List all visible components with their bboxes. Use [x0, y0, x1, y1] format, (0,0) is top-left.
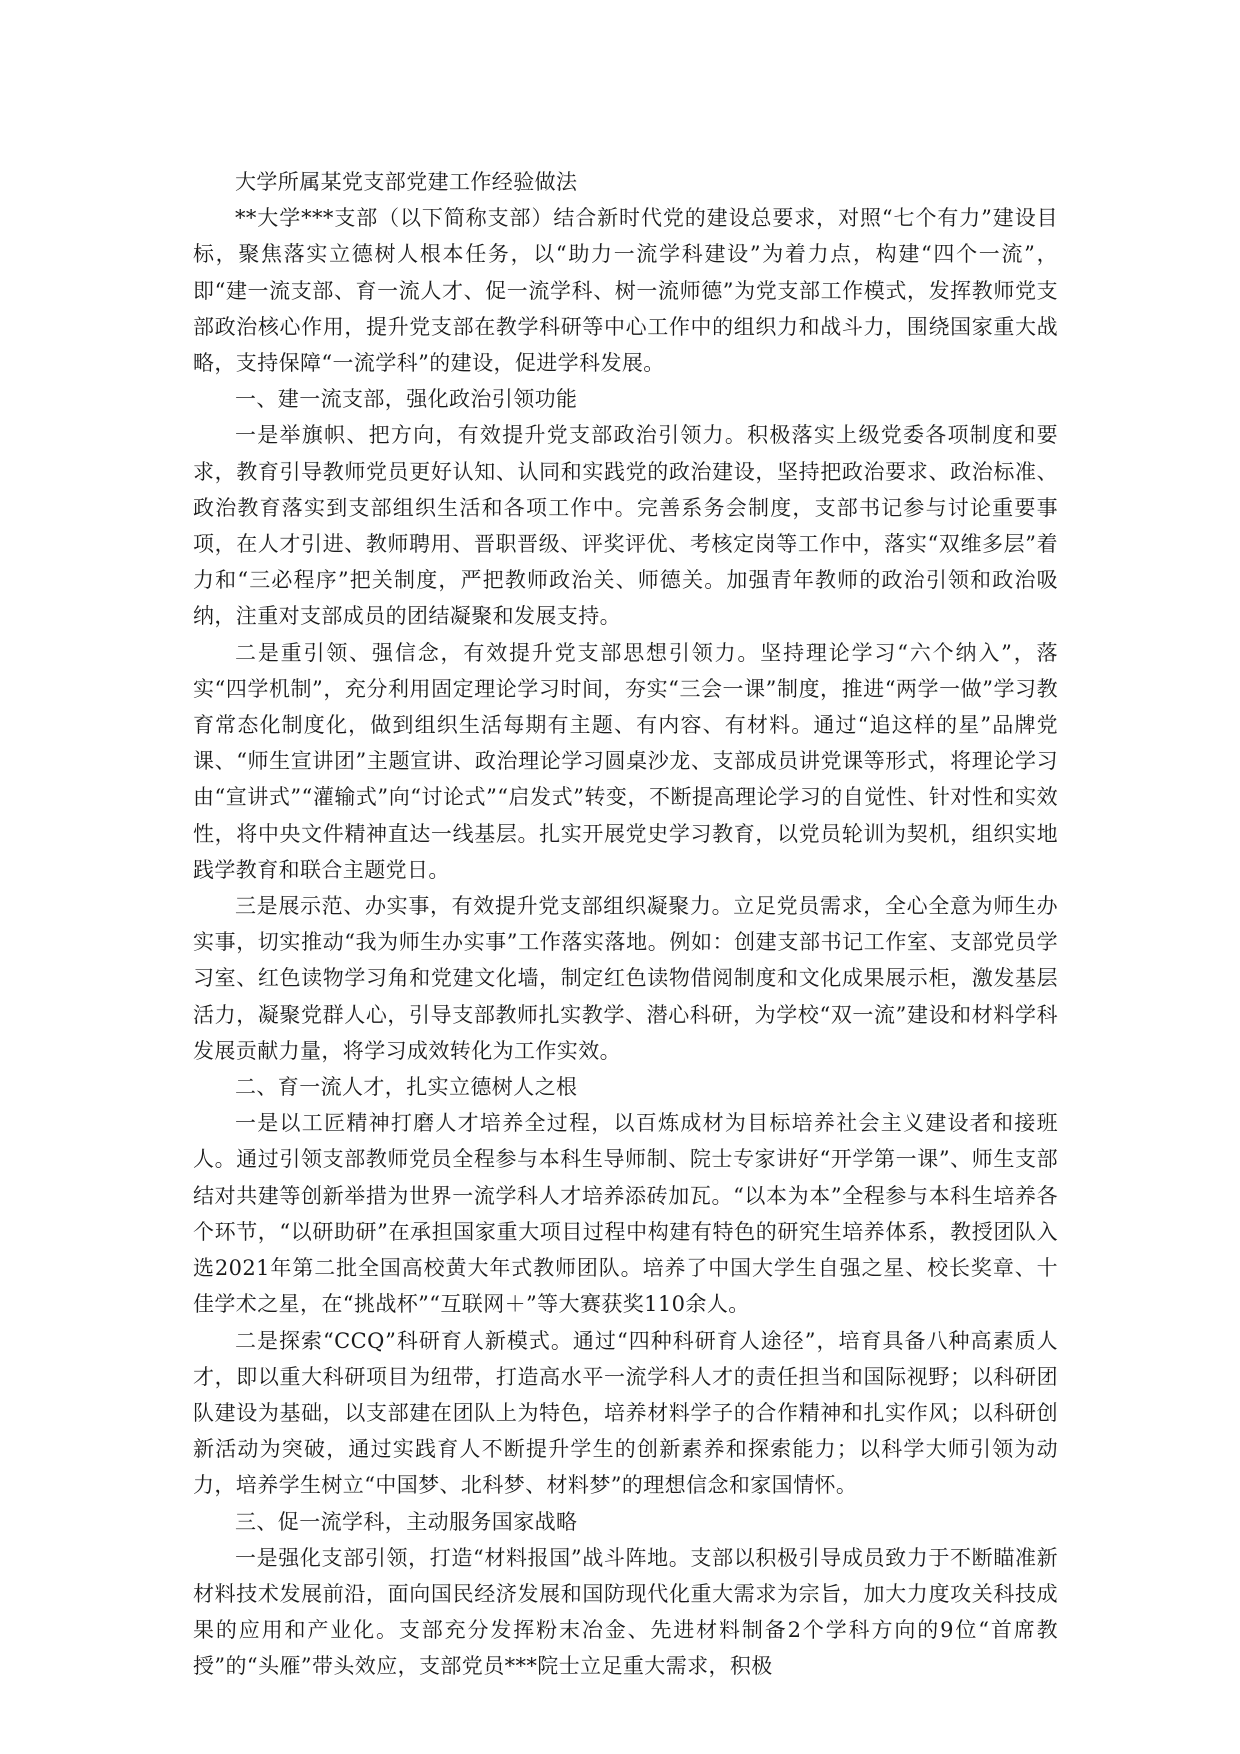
- section-heading-3: 三、促一流学科，主动服务国家战略: [235, 1509, 578, 1534]
- section-2-paragraph-2: 二是探索“CCQ”科研育人新模式。通过“四种科研育人途径”，培育具备八种高素质人才，即以重大科研项目为纽带，打造高水平一流学科人才的责任担当和国际视野；以科研团队建设为基础，以支部建在团队上为特色，培养材料学子的合作精神和扎实作风；以科研创新活动为突破，通过实践育人不断提升学生的创新素养和探索能力；以科学大师引领为动力，培养学生树立“中国梦、北科梦、材料梦”的理想信念和家国情怀。: [193, 1328, 1058, 1498]
- section-1-paragraph-3: 三是展示范、办实事，有效提升党支部组织凝聚力。立足党员需求，全心全意为师生办实事，切实推动“我为师生办实事”工作落实落地。例如：创建支部书记工作室、支部党员学习室、红色读物学习角和党建文化墙，制定红色读物借阅制度和文化成果展示柜，激发基层活力，凝聚党群人心，引导支部教师扎实教学、潜心科研，为学校“双一流”建设和材料学科发展贡献力量，将学习成效转化为工作实效。: [193, 894, 1058, 1063]
- document-title: 大学所属某党支部党建工作经验做法: [235, 170, 578, 194]
- section-3-paragraph-1: 一是强化支部引领，打造“材料报国”战斗阵地。支部以积极引导成员致力于不断瞄准新材料技术发展前沿，面向国民经济发展和国防现代化重大需求为宗旨，加大力度攻关科技成果的应用和产业化。支部充分发挥粉末冶金、先进材料制备2个学科方向的9位“首席教授”的“头雁”带头效应，支部党员***院士立足重大需求，积极: [193, 1545, 1058, 1679]
- section-1-paragraph-2: 二是重引领、强信念，有效提升党支部思想引领力。坚持理论学习“六个纳入”，落实“四学机制”，充分利用固定理论学习时间，夯实“三会一课”制度，推进“两学一做”学习教育常态化制度化，做到组织生活每期有主题、有内容、有材料。通过“追这样的星”品牌党课、“师生宣讲团”主题宣讲、政治理论学习圆桌沙龙、支部成员讲党课等形式，将理论学习由“宣讲式”“灌输式”向“讨论式”“启发式”转变，不断提高理论学习的自觉性、针对性和实效性，将中央文件精神直达一线基层。扎实开展党史学习教育，以党员轮训为契机，组织实地践学教育和联合主题党日。: [193, 640, 1058, 882]
- section-heading-2: 二、育一流人才，扎实立德树人之根: [235, 1075, 578, 1100]
- intro-paragraph: **大学***支部（以下简称支部）结合新时代党的建设总要求，对照“七个有力”建设目标，聚焦落实立德树人根本任务，以“助力一流学科建设”为着力点，构建“四个一流”，即“建一流支部、育一流人才、促一流学科、树一流师德”为党支部工作模式，发挥教师党支部政治核心作用，提升党支部在教学科研等中心工作中的组织力和战斗力，围绕国家重大战略，支持保障“一流学科”的建设，促进学科发展。: [193, 206, 1058, 376]
- section-2-paragraph-1: 一是以工匠精神打磨人才培养全过程，以百炼成材为目标培养社会主义建设者和接班人。通过引领支部教师党员全程参与本科生导师制、院士专家讲好“开学第一课”、师生支部结对共建等创新举措为世界一流学科人才培养添砖加瓦。“以本为本”全程参与本科生培养各个环节，“以研助研”在承担国家重大项目过程中构建有特色的研究生培养体系，教授团队入选2021年第二批全国高校黄大年式教师团队。培养了中国大学生自强之星、校长奖章、十佳学术之星，在“挑战杯”“互联网＋”等大赛获奖110余人。: [193, 1111, 1058, 1317]
- section-heading-1: 一、建一流支部，强化政治引领功能: [235, 387, 578, 412]
- document-body: [193, 164, 1058, 1685]
- section-1-paragraph-1: 一是举旗帜、把方向，有效提升党支部政治引领力。积极落实上级党委各项制度和要求，教育引导教师党员更好认知、认同和实践党的政治建设，坚持把政治要求、政治标准、政治教育落实到支部组织生活和各项工作中。完善系务会制度，支部书记参与讨论重要事项，在人才引进、教师聘用、晋职晋级、评奖评优、考核定岗等工作中，落实“双维多层”着力和“三必程序”把关制度，严把教师政治关、师德关。加强青年教师的政治引领和政治吸纳，注重对支部成员的团结凝聚和发展支持。: [193, 423, 1058, 629]
